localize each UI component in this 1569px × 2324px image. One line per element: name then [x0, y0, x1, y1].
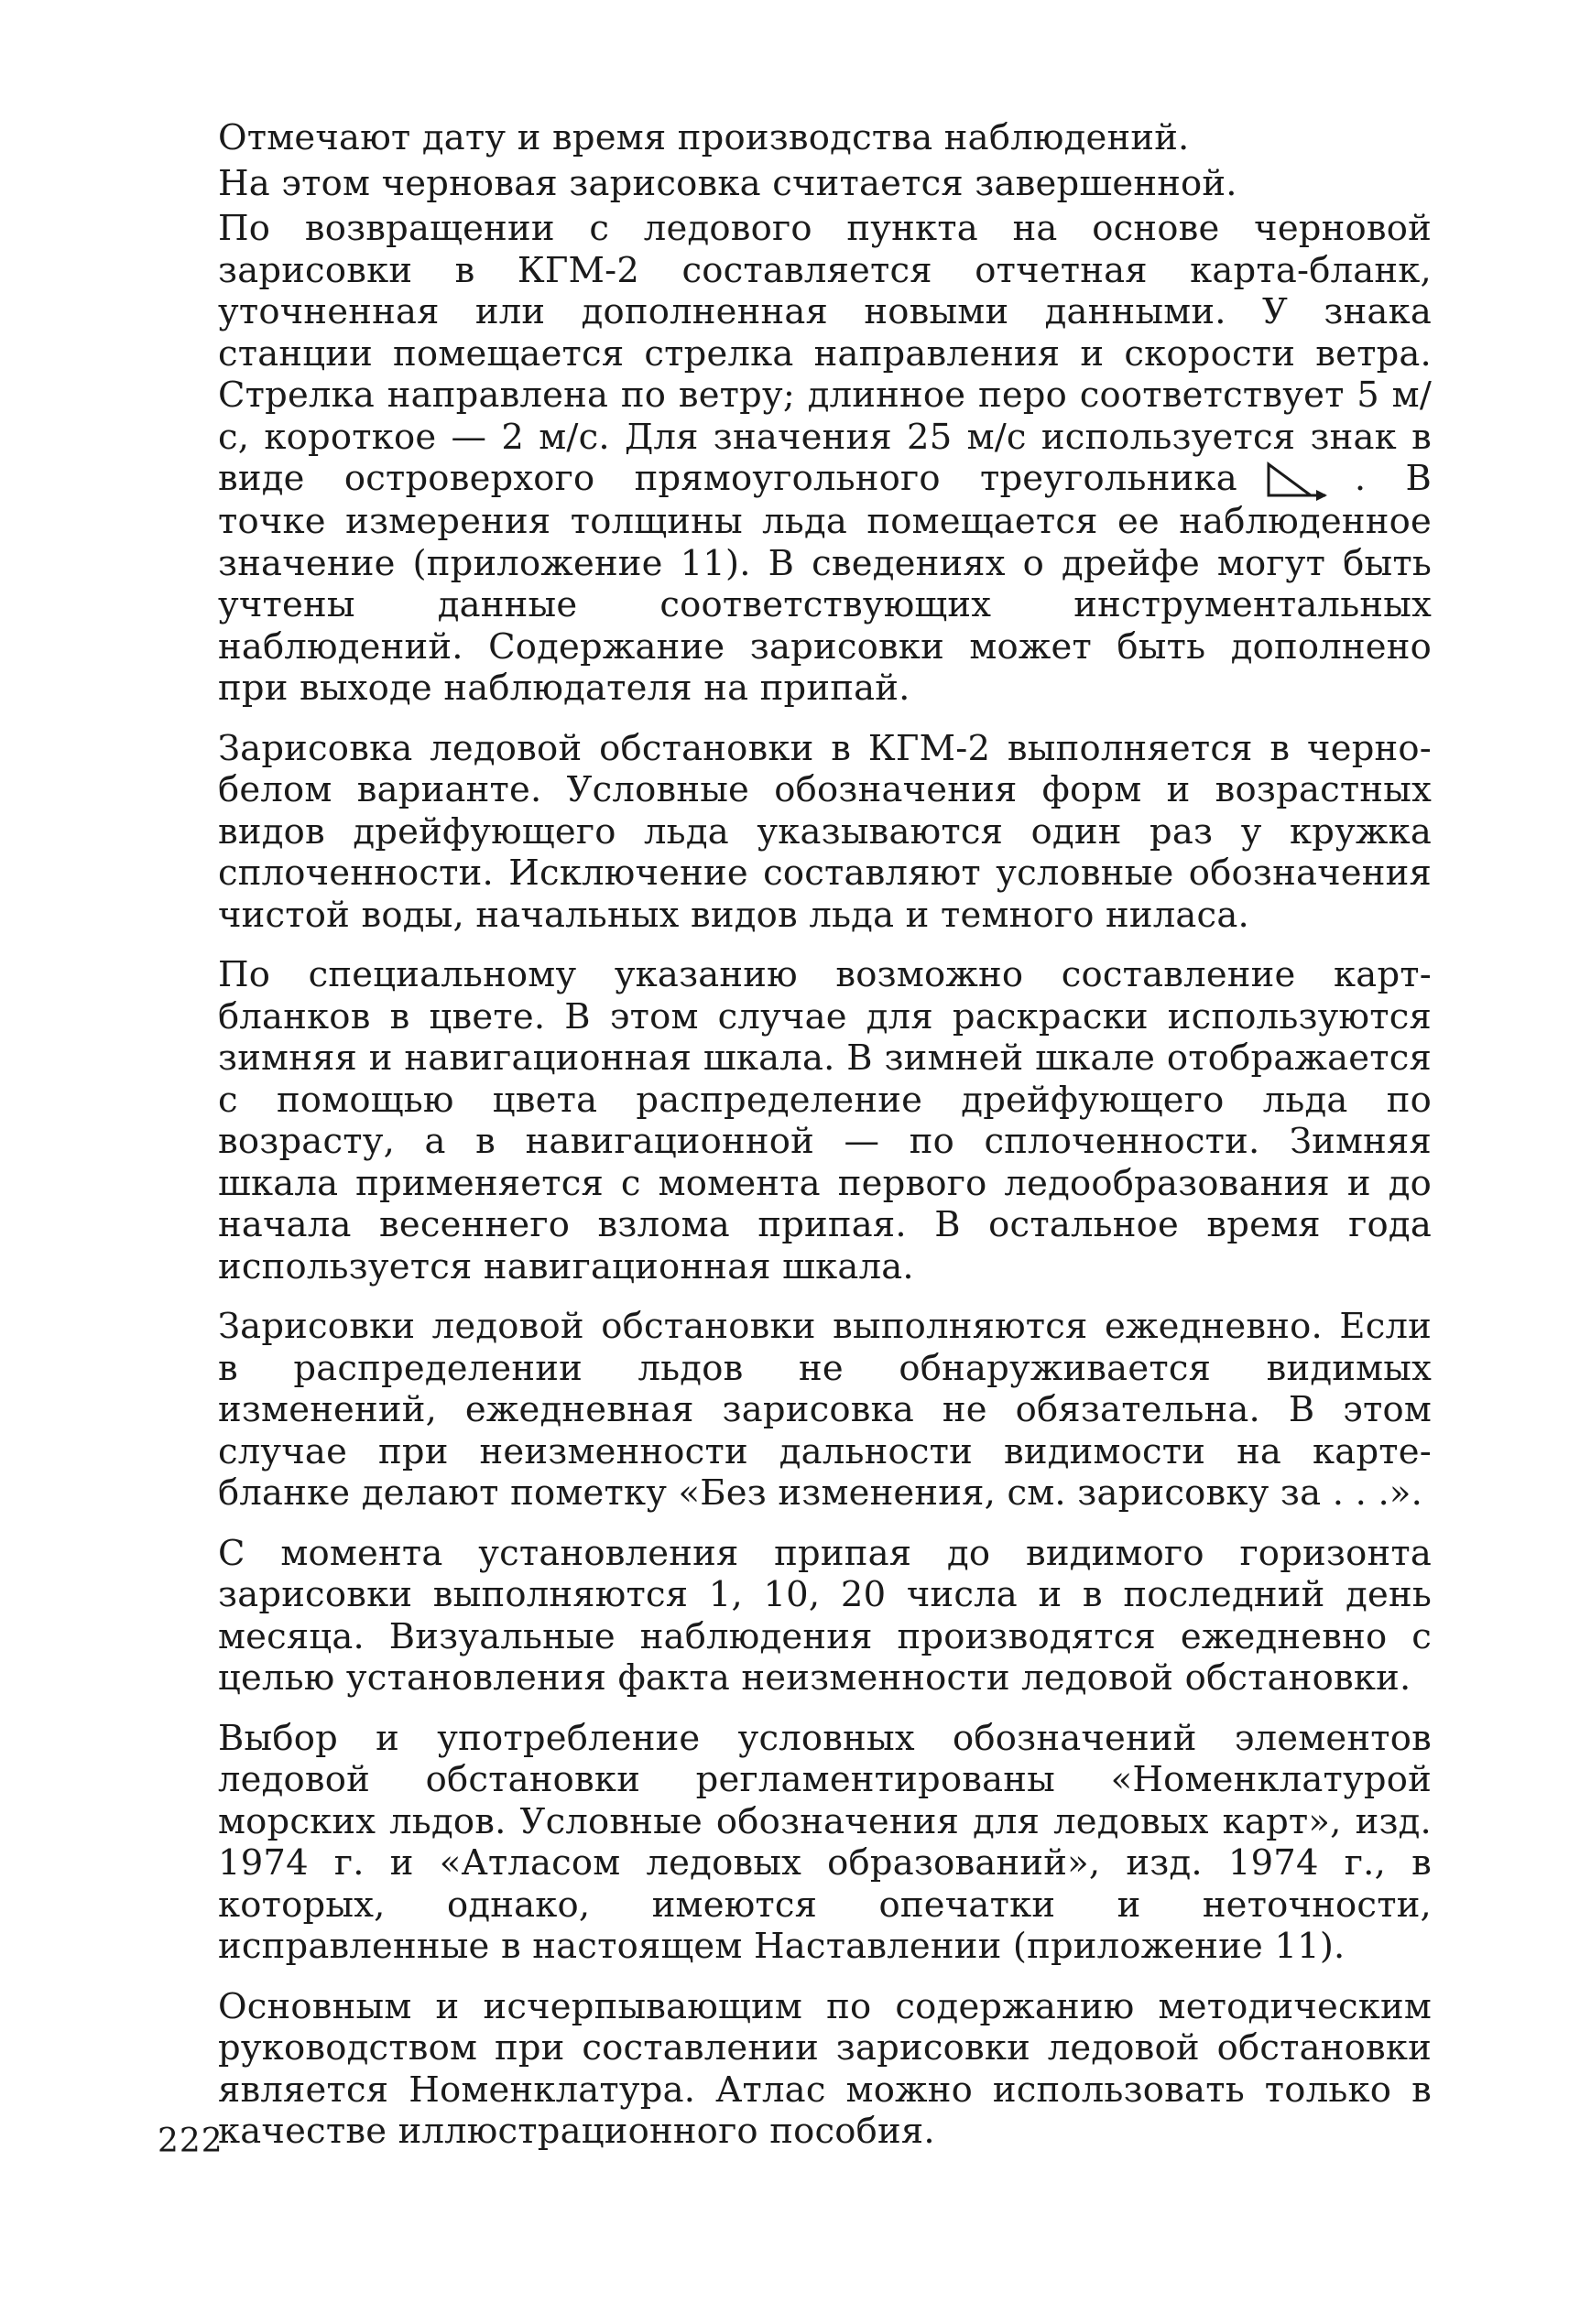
paragraph-9: Основным и исчерпывающим по содержанию методическим руководством при составлении зарисовки ледовой обстановки является Номенклатура. Атлас можно использовать только в качестве иллюстрационного пособия.: [218, 1985, 1432, 2152]
paragraph-7: С момента установления припая до видимого горизонта зарисовки выполняются 1, 10, 20 числа и в последний день месяца. Визуальные наблюдения производятся ежедневно с целью установления факта неизменности ледовой обстановки.: [218, 1532, 1432, 1699]
paragraph-4: Зарисовка ледовой обстановки в КГМ-2 выполняется в черно-белом варианте. Условные обозначения форм и возрастных видов дрейфующего льда указываются один раз у кружка сплоченности. Исключение составляют условные обозначения чистой воды, начальных видов льда и темного ниласа.: [218, 727, 1432, 936]
paragraph-3-text-before: По возвращении с ледового пункта на основе черновой зарисовки в КГМ-2 составляется отчетная карта-бланк, уточненная или дополненная новыми данными. У знака станции помещается стрелка направления и скорости ветра. Стрелка направлена по ветру; длинное перо соответствует 5 м/с, короткое — 2 м/с. Для значения 25 м/с используется знак в виде островерхого прямоугольного треугольника: [218, 208, 1432, 499]
paragraph-2: На этом черновая зарисовка считается завершенной.: [218, 162, 1237, 204]
paragraph-5: По специальному указанию возможно составление карт-бланков в цвете. В этом случае для раскраски используются зимняя и навигационная шкала. В зимней шкале отображается с помощью цвета распределение дрейфующего льда по возрасту, а в навигационной — по сплоченности. Зимняя шкала применяется с момента первого ледообразования и до начала весеннего взлома припая. В остальное время года используется навигационная шкала.: [218, 954, 1432, 1287]
page-number: 222: [158, 2123, 223, 2160]
paragraph-6: Зарисовки ледовой обстановки выполняются ежедневно. Если в распределении льдов не обнаруживается видимых изменений, ежедневная зарисовка не обязательна. В этом случае при неизменности дальности видимости на карте-бланке делают пометку «Без изменения, см. зарисовку за . . .».: [218, 1306, 1432, 1514]
document-page: [218, 117, 1432, 2171]
paragraph-8: Выбор и употребление условных обозначений элементов ледовой обстановки регламентированы «Номенклатурой морских льдов. Условные обозначения для ледовых карт», изд. 1974 г. и «Атласом ледовых образований», изд. 1974 г., в которых, однако, имеются опечатки и неточности, исправленные в настоящем Наставлении (приложение 11).: [218, 1717, 1432, 1967]
paragraph-3-text-after: . В точке измерения толщины льда помещается ее наблюденное значение (приложение 11). В сведениях о дрейфе могут быть учтены данные соответствующих инструментальных наблюдений. Содержание зарисовки может быть дополнено при выходе наблюдателя на припай.: [218, 458, 1432, 709]
paragraph-3: [218, 208, 1432, 710]
wind-flag-triangle-icon: [1263, 461, 1329, 501]
paragraph-1: Отмечают дату и время производства наблюдений.: [218, 117, 1190, 158]
